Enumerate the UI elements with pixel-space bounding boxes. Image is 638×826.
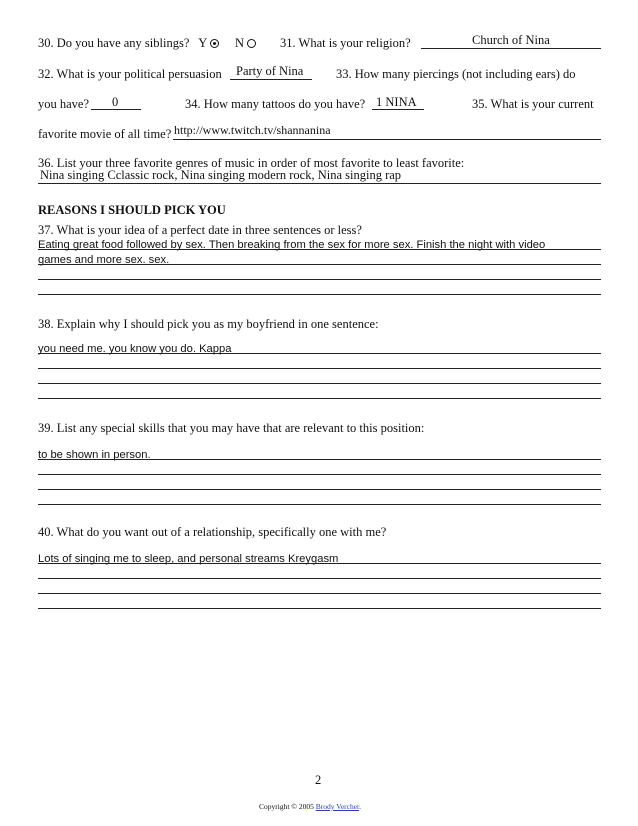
q30-label: 30. Do you have any siblings?: [38, 36, 190, 50]
q38-rule-2: [38, 368, 601, 369]
q38-rule-3: [38, 383, 601, 384]
copyright-text: Copyright © 2005: [259, 802, 316, 811]
q40-rule-3: [38, 593, 601, 594]
q33-question: 33. How many piercings (not including ears) do: [336, 67, 576, 81]
page-number: 2: [315, 773, 322, 787]
q38-question: 38. Explain why I should pick you as my boyfriend in one sentence:: [38, 317, 379, 331]
q37-rule-1: [38, 249, 601, 250]
q37-rule-3: [38, 279, 601, 280]
q34-answer[interactable]: 1 NINA: [376, 95, 417, 109]
q38-rule-1: [38, 353, 601, 354]
q34-question: 34. How many tattoos do you have?: [185, 97, 366, 111]
q39-answer[interactable]: to be shown in person.: [38, 449, 151, 461]
q38-answer[interactable]: you need me. you know you do. Kappa: [38, 343, 232, 355]
q32-answer[interactable]: Party of Nina: [236, 64, 304, 78]
q36-answer[interactable]: Nina singing Cclassic rock, Nina singing modern rock, Nina singing rap: [40, 168, 402, 182]
q31-question: 31. What is your religion?: [280, 36, 411, 50]
q37-rule-4: [38, 294, 601, 295]
q40-question: 40. What do you want out of a relationship, specifically one with me?: [38, 525, 387, 539]
q30-yes-label: Y: [198, 36, 208, 50]
q37-rule-2: [38, 264, 601, 265]
q35-question-cont: favorite movie of all time?: [38, 127, 172, 141]
q33-question-cont: you have?: [38, 97, 90, 111]
q39-rule-2: [38, 474, 601, 475]
q37-answer-line2[interactable]: games and more sex. sex.: [38, 254, 170, 266]
copyright-suffix: .: [359, 802, 362, 811]
q39-question: 39. List any special skills that you may have that are relevant to this position:: [38, 421, 425, 435]
q31-answer-line: [421, 48, 601, 49]
q40-answer[interactable]: Lots of singing me to sleep, and personal streams Kreygasm: [38, 553, 339, 565]
q40-rule-2: [38, 578, 601, 579]
q36-answer-line: [38, 183, 601, 184]
q35-question: 35. What is your current: [472, 97, 594, 111]
q30-question: [38, 35, 256, 51]
author-link[interactable]: Brody Vercher: [315, 802, 360, 811]
q37-answer-line1[interactable]: Eating great food followed by sex. Then breaking from the sex for more sex. Finish the night with video: [38, 239, 546, 251]
q30-no-label: N: [234, 36, 244, 50]
q40-rule-4: [38, 608, 601, 609]
copyright-footer: [259, 802, 361, 811]
q39-rule-3: [38, 489, 601, 490]
q32-question: 32. What is your political persuasion: [38, 67, 222, 81]
q40-rule-1: [38, 563, 601, 564]
q35-answer-line: [173, 139, 601, 140]
q33-answer[interactable]: 0: [112, 95, 119, 109]
q35-answer[interactable]: http://www.twitch.tv/shannanina: [174, 123, 331, 137]
section-heading: REASONS I SHOULD PICK YOU: [38, 203, 226, 217]
q31-answer[interactable]: Church of Nina: [472, 33, 550, 47]
q30-yes-radio[interactable]: [210, 39, 219, 48]
q38-rule-4: [38, 398, 601, 399]
q36-question: 36. List your three favorite genres of music in order of most favorite to least favorite:: [38, 156, 465, 170]
q37-question: 37. What is your idea of a perfect date in three sentences or less?: [38, 223, 362, 237]
q39-rule-4: [38, 504, 601, 505]
q39-rule-1: [38, 459, 601, 460]
q32-answer-line: [230, 79, 312, 80]
q30-no-radio[interactable]: [247, 39, 256, 48]
